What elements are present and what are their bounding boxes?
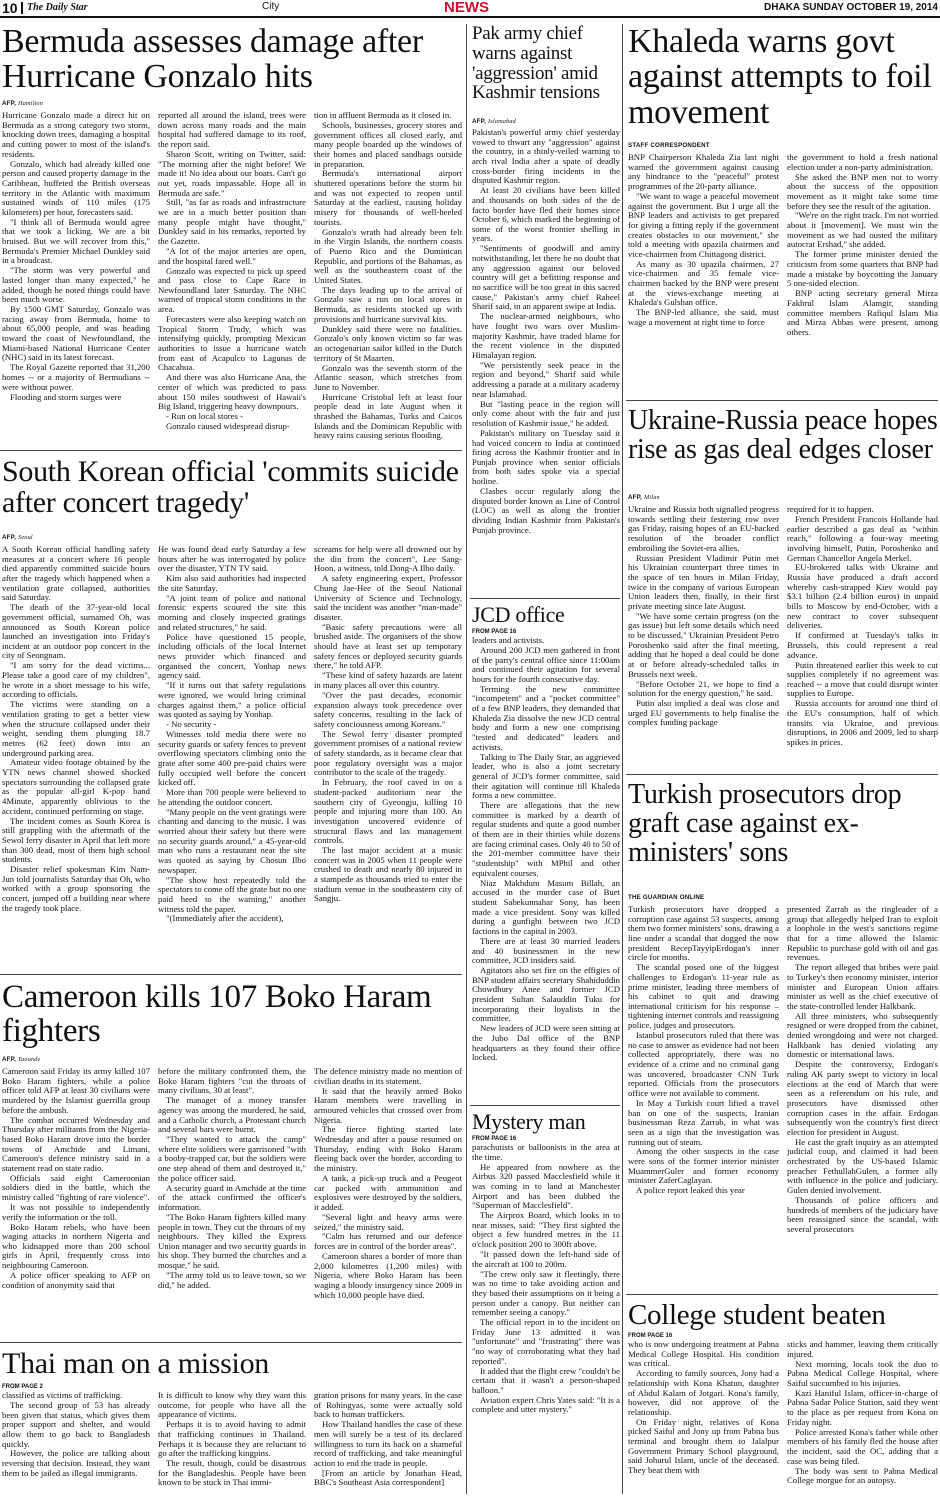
paragraph: The nuclear-armed neighbours, who have fought two wars over Muslim-majority Kashmir, have traded blame for the recent violence in the disputed Himalayan region. [472, 311, 620, 360]
paragraph: The victims were standing on a ventilation grating to get a better view when the structure collapsed under their weight, sending them plunging 18.7 metres (62 feet) down into an underground parking area. [2, 699, 150, 758]
paragraph: Putin also implied a deal was close and urged EU governments to help finalise the complex funding package [628, 698, 779, 728]
paragraph: The fierce fighting started late Wednesday and after a pause resumed on Thursday, ending with Boko Haram fleeing back over the border, according to the ministry. [314, 1124, 462, 1174]
paragraph: She asked the BNP men not to worry about the success of the opposition movement as it might take some time before they see the result of the agitation. [787, 171, 938, 211]
paragraph: Boko Haram rebels, who have been waging attacks in northern Nigeria and who kidnapped more than 200 school girls in April, frequently cross into neighbouring Cameroon. [2, 1221, 150, 1271]
kicker: FROM PAGE 16 [628, 1333, 673, 1339]
paragraph: The Sewol ferry disaster prompted government promises of a national review of safety standards, as it became clear that poor regulatory oversight was a major contributor to the scale of the tragedy. [314, 728, 462, 778]
column-divider [466, 24, 467, 1494]
paragraph: By 1500 GMT Saturday, Gonzalo was racing away from Bermuda, home to about 65,000 people, and was heading toward the coast of Newfoundland, the Miami-based National Hurricane Center (NHC) said in its latest forecast. [2, 304, 150, 363]
headline: Turkish prosecutors drop graft case against ex-ministers' sons [628, 779, 902, 869]
section-label: City [262, 1, 280, 12]
column [628, 1340, 779, 1498]
headline: South Korean official 'commits suicide after concert tragedy' [2, 455, 459, 520]
paragraph: Forecasters were also keeping watch on Tropical Storm Trudy, which was intensifying quickly, prompting Mexican authorities to issue a hurricane watch from east of Acapulco to Lagunas de Chacahua. [158, 314, 306, 373]
story-college-student [628, 1300, 938, 1498]
section-divider [626, 400, 938, 401]
kicker: FROM PAGE 2 [2, 1384, 43, 1390]
headline: JCD office [472, 602, 565, 627]
paragraph: The incident comes as South Korea is still grappling with the aftermath of the Sewol ferry disaster in April that left more than 300 dead, most of them high school students. [2, 815, 150, 865]
column [314, 545, 462, 967]
byline: AFP, Islamabad [472, 118, 516, 125]
paragraph: More than 700 people were believed to be attending the outdoor concert. [158, 787, 306, 807]
paragraph: Police have questioned 15 people, including officials of the local Internet news provider which financed and organised the concert, Yonhap news agency said. [158, 631, 306, 681]
paragraph: Pakistan's military on Tuesday said it had voiced concern to India at continued firing across the Kashmir frontier and in Punjab province when senior officials from both sides spoke via a special hotline. [472, 427, 620, 487]
headline: Khaleda warns govt against attempts to foil movement [628, 23, 932, 131]
paragraph: Around 200 JCD men gathered in front of the party's central office since 11:00am and continued their agitation for several hours for the fourth consecutive day. [472, 644, 620, 684]
paragraph: In February, the roof caved in on a student-packed auditorium near the southern city of Gyeongju, killing 10 people and injuring more than 100. An investigation uncovered evidence of structural flaws and lax management controls. [314, 777, 462, 846]
column [158, 545, 306, 967]
paragraph: Gonzalo, which had already killed one person and caused property damage in the Caribbean, buffeted the British overseas territory in the Atlantic with maximum sustained winds of 110 miles (175 kilometers) per hour, forecasters said. [2, 158, 150, 217]
paragraph: Kim also said authorities had inspected the site Saturday. [158, 573, 306, 593]
paragraph: Hurricane Gonzalo made a direct hit on Bermuda as a strong category two storm, knocking down trees, damaging a hospital and cutting power to most of the island's residents. [2, 111, 150, 159]
column [2, 111, 150, 451]
paragraph: who is now undergoing treatment at Pabna Medical College Hospital. His condition was critical. [628, 1340, 779, 1369]
paragraph: Aviation expert Chris Yates said: "It is a complete and utter mystery." [472, 1394, 620, 1415]
column [628, 505, 779, 765]
paragraph: gration prisons for many years. In the case of Rohingyas, some were actually sold back to human traffickers. [314, 1391, 462, 1420]
paragraph: Cameroon said Friday its army killed 107 Boko Haram fighters, while a police officer told AFP at least 30 civilians were murdered by the Islamist guerrilla group before the ambush. [2, 1067, 150, 1115]
paragraph: - Run on local stores - [166, 411, 243, 422]
paragraph: There are at least 30 married leaders and 40 businessmen in the new committee, JCD insiders said. [472, 935, 620, 966]
paragraph: Flooding and storm surges were [10, 391, 122, 402]
paragraph: Gonzalo caused widespread disrup- [166, 421, 290, 431]
column [158, 1067, 306, 1335]
column [2, 1391, 150, 1495]
story-pak-army [472, 24, 620, 596]
paragraph: He was found dead early Saturday a few hours after he was interrogated by police over the disaster, YTN TV said. [158, 545, 306, 574]
paragraph: It is difficult to know why they want this outcome, for people who have all the appearance of victims. [158, 1391, 306, 1420]
byline: AFP, Milan [628, 494, 660, 501]
paragraph: The BNP-led alliance, she said, must wage a movement at right time to force [628, 307, 779, 327]
paragraph: He cast the graft inquiry as an attempted judicial coup, and claimed it had been orchestrated by the US-based Islamic preacher FethullahGulen, a former ally with influence in the police and judiciary. Gulen denied involvement. [787, 1136, 938, 1196]
section-divider [626, 774, 938, 775]
column [314, 1067, 462, 1335]
page-number: 10 [2, 0, 18, 16]
paragraph: "The Boko Haram fighters killed many people in town. They cut the throats of my neighbours. They killed the Express Union manager and two security guards in his shop. They burned the churches and a mosque," he said. [158, 1211, 306, 1271]
masthead [0, 0, 940, 18]
paragraph: A tank, a pick-up truck and a Peugeot car packed with ammunition and explosives were destroyed by the soldiers, it added. [314, 1172, 462, 1212]
paragraph: The manager of a money transfer agency was among the murdered, he said, and a Catholic church, a Protestant church and several bars were burnt. [158, 1095, 306, 1135]
headline: College student beaten [628, 1299, 886, 1331]
paragraph: Niaz Makhdum Masum Billah, an accused in the murder case of Buet student Sabekunnahar Sony, has been made a vice president. Sony was killed during a gunfight between two JCD factions in the capital in 2003. [472, 877, 620, 936]
story-bermuda [2, 24, 462, 448]
paragraph: before the military confronted them, the Boko Haram fighters "cut the throats of many civilians, 30 at least". [158, 1067, 306, 1096]
paragraph: New leaders of JCD were seen sitting at the Jubo Dal office of the BNP headquarters as they found their office locked. [472, 1023, 620, 1063]
paragraph: Terming the new committee "incompetent" and a "pocket committee" of a few BNP leaders, they demanded that Khaleda Zia dissolve the new JCD central body and form a new one comprising "tested and dedicated" leaders and activists. [472, 683, 620, 752]
paragraph: "Before October 21, we hope to find a solution for the energy question," he said. [628, 678, 779, 699]
paragraph: "We're on the right track. I'm not worried about it [movement]. We must win the movement as we had ousted the military autocrat Ershad," she added. [787, 210, 938, 250]
paragraph: "The show host repeatedly told the spectators to come off the grate but no one paid heed to the warning," another witness told the paper. [158, 874, 306, 914]
column [787, 153, 938, 393]
paragraph: There are allegations that the new committee is marked by a dearth of regular students and quite a good number of them are in their thirties while dozens are facing criminal cases. Only 40 to 50 of the 201-member committee have their "studentship" with MPhil and other equivalent courses. [472, 800, 620, 878]
paragraph: "A lot of the major arteries are open, and the hospital fared well." [158, 245, 306, 266]
paragraph: BNP Chairperson Khaleda Zia last night warned the government against causing any hindrance to the "peaceful" protest programmes of the 20-party alliance. [628, 153, 779, 191]
column [2, 545, 150, 967]
paragraph: EU-brokered talks with Ukraine and Russia have produced a draft accord whereby cash-strapped Kiev would pay $3.1 billion (2.4 billion euros) in unpaid bills to Moscow by end-October, with a new contract to cover subsequent deliveries. [787, 562, 938, 631]
paragraph: Kazi Haniful Islam, officer-in-charge of Pabna Sadar Police Station, said they went to the place as per request from Kona on Friday night. [787, 1387, 938, 1427]
paragraph: presented Zarrab as the ringleader of a group that allegedly helped Iran to exploit a loophole in the west's sanctions regime that for a time allowed the Islamic Republic to purchase gold with oil and gas revenues. [787, 905, 938, 963]
paragraph: "It passed down the left-hand side of the aircraft at 100 to 200m. [472, 1248, 620, 1269]
paragraph: "The crew only saw it fleetingly, there was no time to take avoiding action and they based their assumptions on it being a person under a canopy. But neither can remember seeing a canopy." [472, 1268, 620, 1318]
column [158, 1391, 306, 1495]
paragraph: How Thailand handles the case of these men will surely be a test of its declared willingness to turn its back on a shameful record of trafficking, and take meaningful action to end the trade in people. [314, 1419, 462, 1468]
paragraph: The death of the 37-year-old local government official, surnamed Oh, was announced as South Korean police launched an investigation into Friday's incident at an outdoor pop concert in the city of Seongnam. [2, 602, 150, 661]
column [787, 1340, 938, 1498]
paragraph: He appeared from nowhere as the Airbus 320 passed Macclesfield while it was coming in to land at Manchester Airport and has been dubbed the "Superman of Macclesfield". [472, 1161, 620, 1211]
paragraph: Cameroon shares a border of more than 2,000 kilometres (1,200 miles) with Nigeria, where Boko Haram has been waging a bloody insurgency since 2009 in which 10,000 people have died. [314, 1250, 462, 1300]
paragraph: Pakistan's powerful army chief yesterday vowed to thwart any "aggression" against the country, in a thinly-veiled warning to arch rival India after a spate of deadly cross-border firing incidents in the disputed Kashmir region. [472, 128, 620, 186]
paragraph: The result, though, could be disastrous for the Bangladeshis. People have been known to be stuck in Thai immi- [158, 1458, 306, 1488]
column [787, 905, 938, 1289]
paragraph: Despite the controversy, Erdogan's ruling AK party swept to victory in local elections at the end of March that were seen as a referendum on his rule, and prosecutors have dismissed other corruption cases in the affair. Erdogan subsequently won the country's first direct election for president in August. [787, 1059, 938, 1137]
column-divider [622, 24, 623, 1494]
paragraph: Officials said eight Cameroonian soldiers died in the battle, which the ministry called "fighting of rare violence". [2, 1172, 150, 1203]
story-khaleda [628, 24, 938, 396]
paragraph: But "lasting peace in the region will only come about with the fair and just resolution of Kashmir issue," he added. [472, 398, 620, 428]
story-thai-man [2, 1348, 462, 1496]
story-ukraine-russia [628, 406, 938, 770]
paragraph: - No security - [166, 719, 217, 730]
paragraph: [From an article by Jonathan Head, BBC's Southeast Asia correspondent] [314, 1467, 462, 1488]
headline: Bermuda assesses damage after Hurricane Gonzalo hits [2, 23, 423, 96]
story-south-korea [2, 456, 462, 970]
paragraph: The Royal Gazette reported that 31,200 homes -- or a majority of Bermudians -- were without power. [2, 362, 150, 392]
paragraph: Gonzalo was the seventh storm of the Atlantic season, which stretches from June to November. [314, 362, 462, 392]
paragraph: Thousands of police officers and hundreds of members of the judiciary have been reassigned since the scandal, with several prosecutors [787, 1194, 938, 1234]
paragraph: "(Immediately after the accident), [166, 913, 284, 924]
paragraph: sticks and hammer, leaving them critically injured. [787, 1340, 938, 1359]
story-turkish-prosecutors [628, 780, 938, 1290]
headline: Ukraine-Russia peace hopes rise as gas deal edges closer [628, 405, 938, 466]
column [158, 111, 306, 451]
paragraph: The former prime minister denied the criticism from some quarters that BNP had made a mistake by boycotting the January 5 one-sided election. [787, 249, 938, 289]
paragraph: The report alleged that bribes were paid to Turkey's then economy minister, interior minister and European Union affairs minister as well as the chief executive of the state-controlled lender Halkbank. [787, 962, 938, 1011]
paragraph: Gonzalo was expected to pick up speed and pass close to Cape Race in Newfoundland later Saturday. The NHC warned of tropical storm conditions in the area. [158, 265, 306, 315]
paragraph: "Calm has returned and our defence forces are in control of the border areas". [314, 1231, 462, 1252]
paragraph: reported all around the island, trees were down across many roads and the main hospital had suffered damage to its roof, the report said. [158, 111, 306, 149]
paragraph: It said that the heavily armed Boko Haram members were travelling in armoured vehicles that crossed over from Nigeria. [314, 1085, 462, 1125]
byline: AFP, Seoul [2, 534, 33, 541]
paragraph: At least 20 civilians have been killed and thousands on both sides of the de facto border have fled their homes since October 6, which marked the beginning of some of the worst frontier shelling in years. [472, 185, 620, 244]
paragraph: Talking to The Daily Star, an aggrieved leader, who is also a joint secretary general of JCD's former committee, said their agitation will continue till Khaleda forms a new committee. [472, 751, 620, 801]
paragraph: As many as 30 upazila chairmen, 27 vice-chairmen and 35 female vice-chairmen backed by the BNP were present at the views-exchange meeting at Khaleda's Gulshan office. [628, 258, 779, 308]
paragraph: classified as victims of trafficking. [2, 1391, 123, 1400]
paragraph: If confirmed at Tuesday's talks in Brussels, this could represent a real advance. [787, 630, 938, 660]
paragraph: "Sentiments of goodwill and amity notwithstanding, let there be no doubt that any aggression against our beloved country will get a befitting response and no sacrifice will be too great in this sacred cause," Pakistan's army chief Raheel Sharif said, in an apparent swipe at India. [472, 243, 620, 312]
paragraph: "The army told us to leave town, so we did," he added. [158, 1270, 306, 1290]
paragraph: the government to hold a fresh national election under a non-party administration. [787, 153, 938, 172]
paragraph: A security guard in Amchide at the time of the attack confirmed the officer's information. [158, 1182, 306, 1212]
paragraph: "A joint team of police and national forensic experts scoured the site this morning and closely inspected gratings and related structures," he said. [158, 592, 306, 632]
paragraph: The body was sent to Pabna Medical College morgue for an autopsy. [787, 1465, 938, 1486]
paragraph: However, the police are talking about reversing that decision. Instead, they want them to be jailed as illegal immigrants. [2, 1448, 150, 1478]
paragraph: "I think all of Bermuda would agree that we took a licking. We are a bit bruised. But we will recover from this," Bermuda's Premier Michael Dunkley said in a broadcast. [2, 216, 150, 266]
paragraph: Putin threatened earlier this week to cut supplies completely if no agreement was reached -- a move that could disrupt winter supplies to Europe. [787, 659, 938, 699]
paragraph: "Several light and heavy arms were seized," the ministry said. [314, 1211, 462, 1232]
column [628, 905, 779, 1289]
paragraph: required for it to happen. [787, 505, 874, 514]
paragraph: It was not possible to independently verify the information or the toll. [2, 1201, 150, 1222]
paragraph: "If it turns out that safety regulations were ignored, we would bring criminal charges against them," a police official was quoted as saying by Yonhap. [158, 680, 306, 720]
paragraph: Witnesses told media there were no security guards or safety fences to prevent overflowing spectators climbing onto the grate after some 400 pre-paid chairs were fully occupied well before the concert kicked off. [158, 728, 306, 788]
paragraph: "We have some certain progress (on the gas issue) but left some details which need to be discussed," Ukrainian President Petro Poroshenko said after the final meeting, adding that he hoped a deal could be done at or before already-scheduled talks in Brussels next week. [628, 610, 779, 679]
byline: STAFF CORRESPONDENT [628, 142, 710, 149]
paragraph: Perhaps it is to avoid having to admit that trafficking continues in Thailand. Perhaps it is because they are reluctant to go after the trafficking kingpins. [158, 1419, 306, 1459]
paragraph: The last major accident at a music concert was in 2005 when 11 people were crushed to death and nearly 80 injured in a stampede as thousands tried to enter the stadium venue in the southeastern city of Sangju. [314, 845, 462, 904]
paragraph: Turkish prosecutors have dropped a corruption case against 53 suspects, among them two former ministers' sons, drawing a line under a scandal that dogged the now president RecepTayyipErdogan's inner circle for months. [628, 905, 779, 963]
story-cameroon [2, 980, 462, 1338]
paragraph: The days leading up to the arrival of Gonzalo saw a run on local stores in Bermuda, as residents stocked up with provisions and hurricane survival kits. [314, 284, 462, 324]
paragraph: The Airprox Board, which looks in to near misses, said: "They first sighted the object a few hundred metres in the 11 o'clock position 200 to 300ft above. [472, 1210, 620, 1250]
column [472, 636, 620, 1098]
paragraph: It added that the flight crew "couldn't be certain that it wasn't a person-shaped balloon." [472, 1365, 620, 1395]
page-number-bar [21, 2, 23, 14]
section-divider [470, 598, 620, 599]
column [314, 1391, 462, 1495]
column [314, 111, 462, 451]
paper-name: The Daily Star [27, 2, 88, 13]
paragraph: And there was also Hurricane Ana, the center of which was predicted to pass about 150 miles southwest of Hawaii's Big Island, triggering heavy downpours. [158, 372, 306, 412]
paragraph: A police officer speaking to AFP on condition of anonymity said that [2, 1270, 150, 1290]
paragraph: "We persistently seek peace in the region and beyond," Sharif said while addressing a parade at a military academy near Islamabad. [472, 359, 620, 399]
kicker: FROM PAGE 16 [472, 1136, 517, 1142]
kicker: FROM PAGE 16 [472, 629, 517, 635]
paragraph: Next morning, locals took the duo to Pabna Medical College Hospital, where Saiful succumbed to his injuries. [787, 1358, 938, 1388]
story-mystery-man [472, 1111, 620, 1497]
paragraph: "Over the past decades, economic expansion always took precedence over safety concerns, resulting in the lack of safety conciousness among Koreans." [314, 689, 462, 729]
paragraph: Istanbul prosecutors ruled that there was no case to answer as evidence had not been collected appropriately, there was no evidence of a crime and no criminal gang was uncovered, broadcaster CNN Turk reported. Officials from the prosecutors office were not available to comment. [628, 1030, 779, 1098]
paragraph: The second group of 53 has already been given that status, which gives them proper support and shelter, and would allow them to go back to Bangladesh quickly. [2, 1399, 150, 1449]
paragraph: "I am sorry for the dead victims... Please take a good care of my children", he wrote in a short message to his wife, according to officials. [2, 660, 150, 700]
headline: Thai man on a mission [2, 1347, 269, 1380]
paragraph: Schools, businesses, grocery stores and government offices all closed early, and many people boarded up the windows of their homes and placed sandbags outside in preparation. [314, 119, 462, 169]
paragraph: Bermuda's international airport shuttered operations before the storm hit and was not expected to reopen until Saturday at the earliest, causing holiday misery for thousands of well-heeled tourists. [314, 168, 462, 227]
section-divider [0, 1342, 462, 1343]
news-label: NEWS [444, 0, 489, 16]
paragraph: leaders and activists. [472, 636, 545, 645]
paragraph: "Basic safety precautions were all brushed aside. The organisers of the show should have at least set up temporary safety fences or deployed security guards there," he told AFP. [314, 621, 462, 671]
paragraph: "Many people on the vent gratings were chanting and dancing to the music. I was worried about their safety but there were no security guards around," a 45-year-old man who runs a restaurant near the site was quoted as saying by Chosun Ilbo newspaper. [158, 806, 306, 875]
paragraph: Ukraine and Russia both signalled progress towards settling their festering row over gas Friday, raising hopes of an EU-backed resolution of the broader conflict embroiling the Soviet-era allies. [628, 505, 779, 553]
paragraph: BNP acting secretary general Mirza Fakhrul Islam Alamgir, standing committee members Rafiqul Islam Mia and Mirza Abbas were present, among others. [787, 288, 938, 337]
paragraph: Among the other suspects in the case were sons of the former interior minister MuammerGuler and former economy minister ZaferCaglayan. [628, 1146, 779, 1186]
headline: Mystery man [472, 1109, 586, 1134]
section-divider [470, 1105, 620, 1106]
dateline: DHAKA SUNDAY OCTOBER 19, 2014 [764, 2, 938, 13]
paragraph: Amateur video footage obtained by the YTN news channel showed shocked spectators surrounding the collapsed grate as the popular all-girl K-pop band 4Minute, apparently oblivious to the accident, continued performing on stage. [2, 757, 150, 816]
byline: THE GUARDIAN ONLINE [628, 894, 705, 901]
section-divider [0, 974, 462, 975]
paragraph: The combat occurred Wednesday and Thursday after militants from the Nigeria-based Boko Haram drove into the border towns of Amchide and Limani, Cameroon's defence ministry said in a statement read on state radio. [2, 1114, 150, 1173]
column [472, 1143, 620, 1495]
paragraph: All three ministers, who subsequently resigned or were dropped from the cabinet, denied wrongdoing and were not charged. Halkbank has denied violating any domestic or international laws. [787, 1010, 938, 1060]
paragraph: A South Korean official handling safety measures at a concert where 16 people died apparently committed suicide hours after the tragedy which happened when a ventilation grate collapsed, authorities said Saturday. [2, 545, 150, 603]
story-jcd-office [472, 604, 620, 1102]
headline: Pak army chief warns against 'aggression' amid Kashmir tensions [472, 23, 600, 104]
paragraph: "These kind of safety hazards are latent in many places all over this country. [314, 670, 462, 690]
paragraph: Still, "as far as roads and infrastructure we are in a much better position than many people might have thought," Dunkley said in his remarks, reported by the Gazette. [158, 197, 306, 247]
byline: AFP, Yaounde [2, 1056, 41, 1063]
paragraph: "They wanted to attack the camp" where elite soldiers were garrisoned "with a booby-trapped car, but the soldiers were one step ahead of them and destroyed it," the police officer said. [158, 1134, 306, 1183]
paragraph: A police report leaked this year [636, 1185, 745, 1196]
column [787, 505, 938, 765]
paragraph: Russian President Vladimir Putin met his Ukrainian counterpart three times in the space of ten hours in Milan Friday, twice in the company of various European Union leaders then, finally, in their first private meeting since late August. [628, 552, 779, 611]
paragraph: Dunkley said there were no fatalities. Gonzalo's only known victim so far was an octogenarian sailor killed in the Dutch territory of St Maarten. [314, 323, 462, 363]
paragraph: Police arrested Kona's father while other members of his family fled the house after the incident, said the OC, adding that a case was being filed. [787, 1426, 938, 1466]
paragraph: The official report in to the incident on Friday June 13 admitted it was "unfortunate" and "frustrating" there was "no way of corroborating what they had reported". [472, 1317, 620, 1366]
paragraph: Gonzalo's wrath had already been felt in the Virgin Islands, the northern coasts of Puerto Rico and the Dominican Republic, and portions of the Bahamas, as well as the southeastern coast of the United States. [314, 226, 462, 285]
paragraph: A safety engineering expert, Professor Chung Jae-Hee of the Seoul National University of Science and Technology, said the incident was another "man-made" disaster. [314, 573, 462, 622]
paragraph: Russia accounts for around one third of the EU's consumption, half of which transits via Ukraine, and previous disruptions, in 2006 and 2009, led to sharp spikes in prices. [787, 698, 938, 747]
column [472, 128, 620, 596]
byline: AFP, Hamilton [2, 100, 44, 107]
paragraph: Clashes occur regularly along the disputed border known as Line of Control (LOC) as well as along the frontier dividing Indian Kashmir from Pakistan's Punjab province. [472, 486, 620, 535]
paragraph: Disaster relief spokesman Kim Nam-Jun told journalists Saturday that Oh, who worked with a group sponsoring the concert, jumped off a building near where the tragedy took place. [2, 864, 150, 913]
column [2, 1067, 150, 1335]
paragraph: The scandal posed one of the biggest challenges to Erdogan's 11-year rule as prime minister, leading three members of his cabinet to quit and drawing international criticism for his response – tightening internet controls and reassigning police, judges and prosecutors. [628, 962, 779, 1031]
section-divider [626, 1294, 938, 1295]
paragraph: According to family sources, Jony had a relationship with Kona Khatun, daughter of Abdul Kalam of Jotgari. Kona's family, however, did not approve of the relationship. [628, 1368, 779, 1417]
paragraph: "We want to wage a peaceful movement against the government. But I urge all the BNP leaders and activists to get prepared for giving a fitting reply if the government creates obstacles to our movement," she told a meeting with upazila chairmen and vice-chairmen from Chittagong district. [628, 190, 779, 259]
paragraph: French President Francois Hollande had earlier described a gas deal as "within reach," following a four-way meeting involving himself, Putin, Poroshenko and German Chancellor Angela Merkel. [787, 513, 938, 563]
paragraph: "The storm was very powerful and lasted longer than many expected," he added, though he noted things could have been much worse. [2, 265, 150, 305]
paragraph: On Friday night, relatives of Kona picked Saiful and Jony up from Pabna bus terminal and brought them to Jalalpur Government Primary School playground, said Johurul Islam, uncle of the deceased. They beat them with [628, 1416, 779, 1476]
paragraph: Sharon Scott, writing on Twitter, said: "The morning after the night before! We made it! No idea about our boats. Can't go out yet, roads impassable. Hope all in Bermuda are safe." [158, 148, 306, 198]
paragraph: The defence ministry made no mention of civilian deaths in its statement. [314, 1067, 462, 1086]
headline: Cameroon kills 107 Boko Haram fighters [2, 979, 432, 1050]
paragraph: Hurricane Cristobal left at least four people dead in late August when it thrashed the Bahamas, Turks and Caicos Islands and the Dominican Republic with heavy rains causing serious flooding. [314, 391, 462, 441]
paragraph: screams for help were all drowned out by the din from the concert", Lee Sang-Hoon, a witness, told Dong-A Ilbo daily. [314, 545, 462, 574]
paragraph: tion in affluent Bermuda as it closed in. [314, 111, 452, 120]
paragraph: Agitators also set fire on the effigies of BNP student affairs secretary Shahiduddin Chowdhury Anee and former JCD president Sultan Salauddin Tuku for incorporating their loyalists in the committee. [472, 965, 620, 1024]
paragraph: In May a Turkish court lifted a travel ban on one of the suspects, Iranian businessman Reza Zarrab, in what was seen as a sign that the investigation was running out of steam. [628, 1097, 779, 1147]
paragraph: parachutists or balloonists in the area at the time. [472, 1143, 620, 1162]
column [628, 153, 779, 393]
